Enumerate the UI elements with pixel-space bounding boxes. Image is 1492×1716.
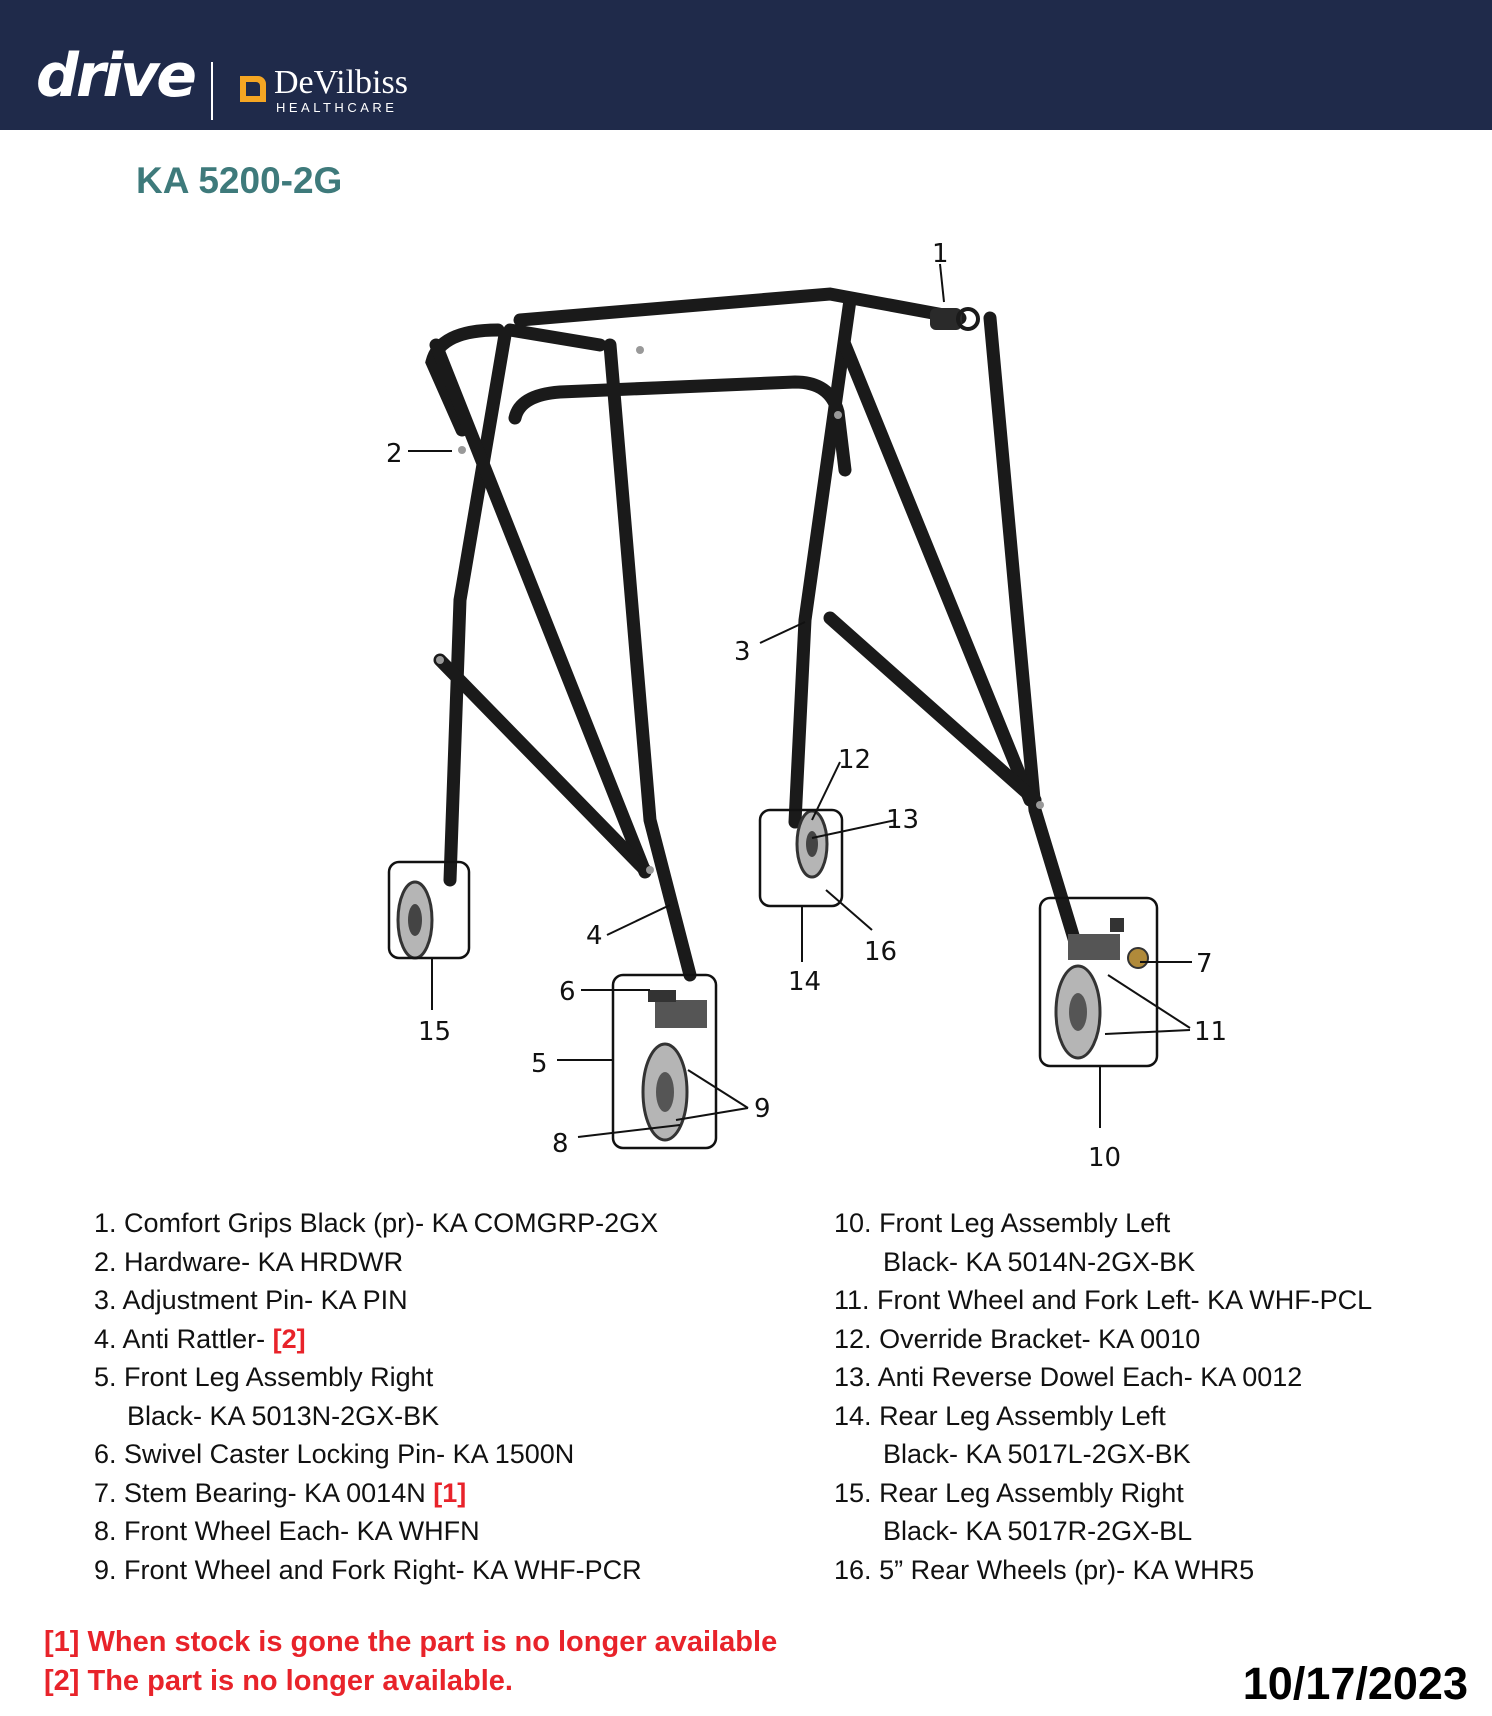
callout-9: 9: [754, 1094, 771, 1124]
model-number: KA 5200-2G: [136, 160, 343, 201]
list-item-continuation: Black- KA 5014N-2GX-BK: [883, 1246, 1196, 1277]
callout-14: 14: [788, 967, 822, 997]
list-item: 7. Stem Bearing- KA 0014N [1]: [94, 1477, 467, 1508]
list-item: 2. Hardware- KA HRDWR: [94, 1246, 404, 1277]
callout-3: 3: [734, 637, 751, 667]
comfort-grip: [930, 308, 978, 330]
list-item-continuation: Black- KA 5017R-2GX-BL: [883, 1516, 1193, 1546]
callout-6: 6: [559, 977, 576, 1007]
list-item: 9. Front Wheel and Fork Right- KA WHF-PCR: [94, 1554, 642, 1585]
walker-frame: [432, 294, 1075, 975]
list-item: 15. Rear Leg Assembly Right: [834, 1477, 1184, 1508]
list-item-continuation: Black- KA 5017L-2GX-BK: [883, 1439, 1191, 1469]
revision-date: 10/17/2023: [1242, 1658, 1468, 1709]
list-item: 4. Anti Rattler- [2]: [94, 1323, 306, 1354]
list-item: 6. Swivel Caster Locking Pin- KA 1500N: [94, 1439, 575, 1469]
footnote-ref: [2]: [272, 1323, 306, 1354]
callout-boxes: [389, 810, 1157, 1148]
devilbiss-wordmark: DeVilbiss: [274, 64, 408, 101]
callout-10: 10: [1088, 1143, 1122, 1173]
healthcare-wordmark: HEALTHCARE: [276, 100, 398, 115]
callout-2: 2: [386, 439, 403, 469]
list-item: 5. Front Leg Assembly Right: [94, 1362, 434, 1392]
wheel-front-right: [643, 990, 707, 1140]
list-item: 11. Front Wheel and Fork Left- KA WHF-PCL: [834, 1285, 1373, 1315]
callout-16: 16: [864, 937, 898, 967]
callout-11: 11: [1194, 1017, 1228, 1047]
callout-13: 13: [886, 805, 920, 835]
callout-1: 1: [932, 239, 949, 269]
wheel-front-left: [1056, 918, 1148, 1058]
wheel-16: [797, 811, 827, 877]
parts-list-left: [94, 1204, 658, 1589]
wheel-15: [398, 882, 432, 958]
callout-7: 7: [1196, 949, 1213, 979]
list-item: 8. Front Wheel Each- KA WHFN: [94, 1516, 480, 1546]
callout-12: 12: [838, 745, 872, 775]
list-item-continuation: Black- KA 5013N-2GX-BK: [127, 1400, 440, 1431]
footnote-2: [2] The part is no longer available.: [44, 1665, 513, 1697]
callout-8: 8: [552, 1129, 569, 1159]
list-item: 1. Comfort Grips Black (pr)- KA COMGRP-2GX: [94, 1208, 659, 1238]
callout-5: 5: [531, 1049, 548, 1079]
list-item: 3. Adjustment Pin- KA PIN: [94, 1285, 408, 1315]
list-item: 13. Anti Reverse Dowel Each- KA 0012: [834, 1362, 1303, 1392]
list-item: 10. Front Leg Assembly Left: [834, 1208, 1171, 1238]
footnote-1: [1] When stock is gone the part is no longer available: [44, 1626, 778, 1658]
list-item: 14. Rear Leg Assembly Left: [834, 1400, 1166, 1431]
list-item: 16. 5” Rear Wheels (pr)- KA WHR5: [834, 1554, 1255, 1585]
parts-list-right: [834, 1204, 1372, 1589]
drive-logo: drive: [36, 41, 194, 111]
footnote-ref: [1]: [433, 1477, 467, 1508]
callout-15: 15: [418, 1017, 452, 1047]
list-item: 12. Override Bracket- KA 0010: [834, 1323, 1201, 1354]
callout-4: 4: [586, 921, 603, 951]
